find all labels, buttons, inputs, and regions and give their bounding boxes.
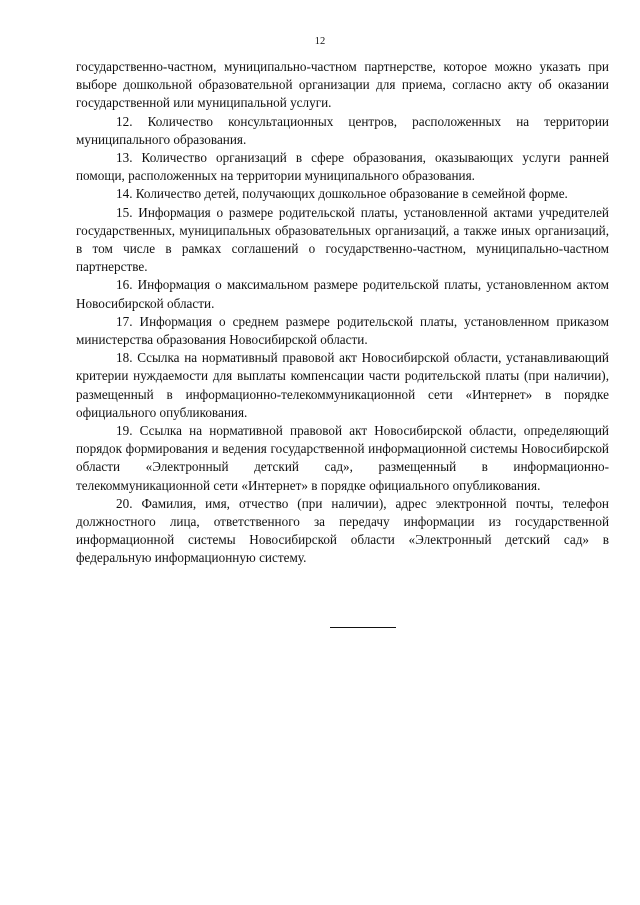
paragraph-item-15: 15. Информация о размере родительской платы, установленной актами учредителей государственных, муниципальных образовательных организаций, а также иных организаций, в том числе в рамках соглашений о государственно-частном, муниципально-частном партнерстве. — [76, 204, 609, 275]
paragraph-item-13: 13. Количество организаций в сфере образования, оказывающих услуги ранней помощи, расположенных на территории муниципального образования. — [76, 150, 609, 184]
document-body — [76, 58, 609, 568]
paragraph-continuation: государственно-частном, муниципально-частном партнерстве, которое можно указать при выборе дошкольной образовательной организации для приема, согласно акту об оказании государственной или муниципальной услуги. — [76, 59, 609, 111]
paragraph-item-17: 17. Информация о среднем размере родительской платы, установленном приказом министерства образования Новосибирской области. — [76, 313, 609, 348]
paragraph-item-18: 18. Ссылка на нормативный правовой акт Новосибирской области, устанавливающий критерии нуждаемости для выплаты компенсации части родительской платы (при наличии), размещенный в информационно-телекоммуникационной сети «Интернет» в порядке официального опубликования. — [76, 350, 609, 420]
paragraph-item-16: 16. Информация о максимальном размере родительской платы, установленном актом Новосибирской области. — [76, 277, 609, 311]
closing-divider-line — [330, 627, 396, 628]
paragraph-item-20: 20. Фамилия, имя, отчество (при наличии), адрес электронной почты, телефон должностного лица, ответственного за передачу информации из государственной информационной системы Новосибирской области «Электронный детский сад» в федеральную информационную систему. — [76, 495, 609, 566]
paragraph-item-14: 14. Количество детей, получающих дошкольное образование в семейной форме. — [116, 186, 568, 202]
paragraph-item-12: 12. Количество консультационных центров, расположенных на территории муниципального образования. — [76, 113, 609, 147]
page-number: 12 — [314, 36, 326, 47]
paragraph-item-19: 19. Ссылка на нормативной правовой акт Новосибирской области, определяющий порядок формирования и ведения государственной информационной системы Новосибирской области «Электронный детский сад», размещенный в информационно-телекоммуникационной сети «Интернет» в порядке официального опубликования. — [76, 423, 609, 493]
